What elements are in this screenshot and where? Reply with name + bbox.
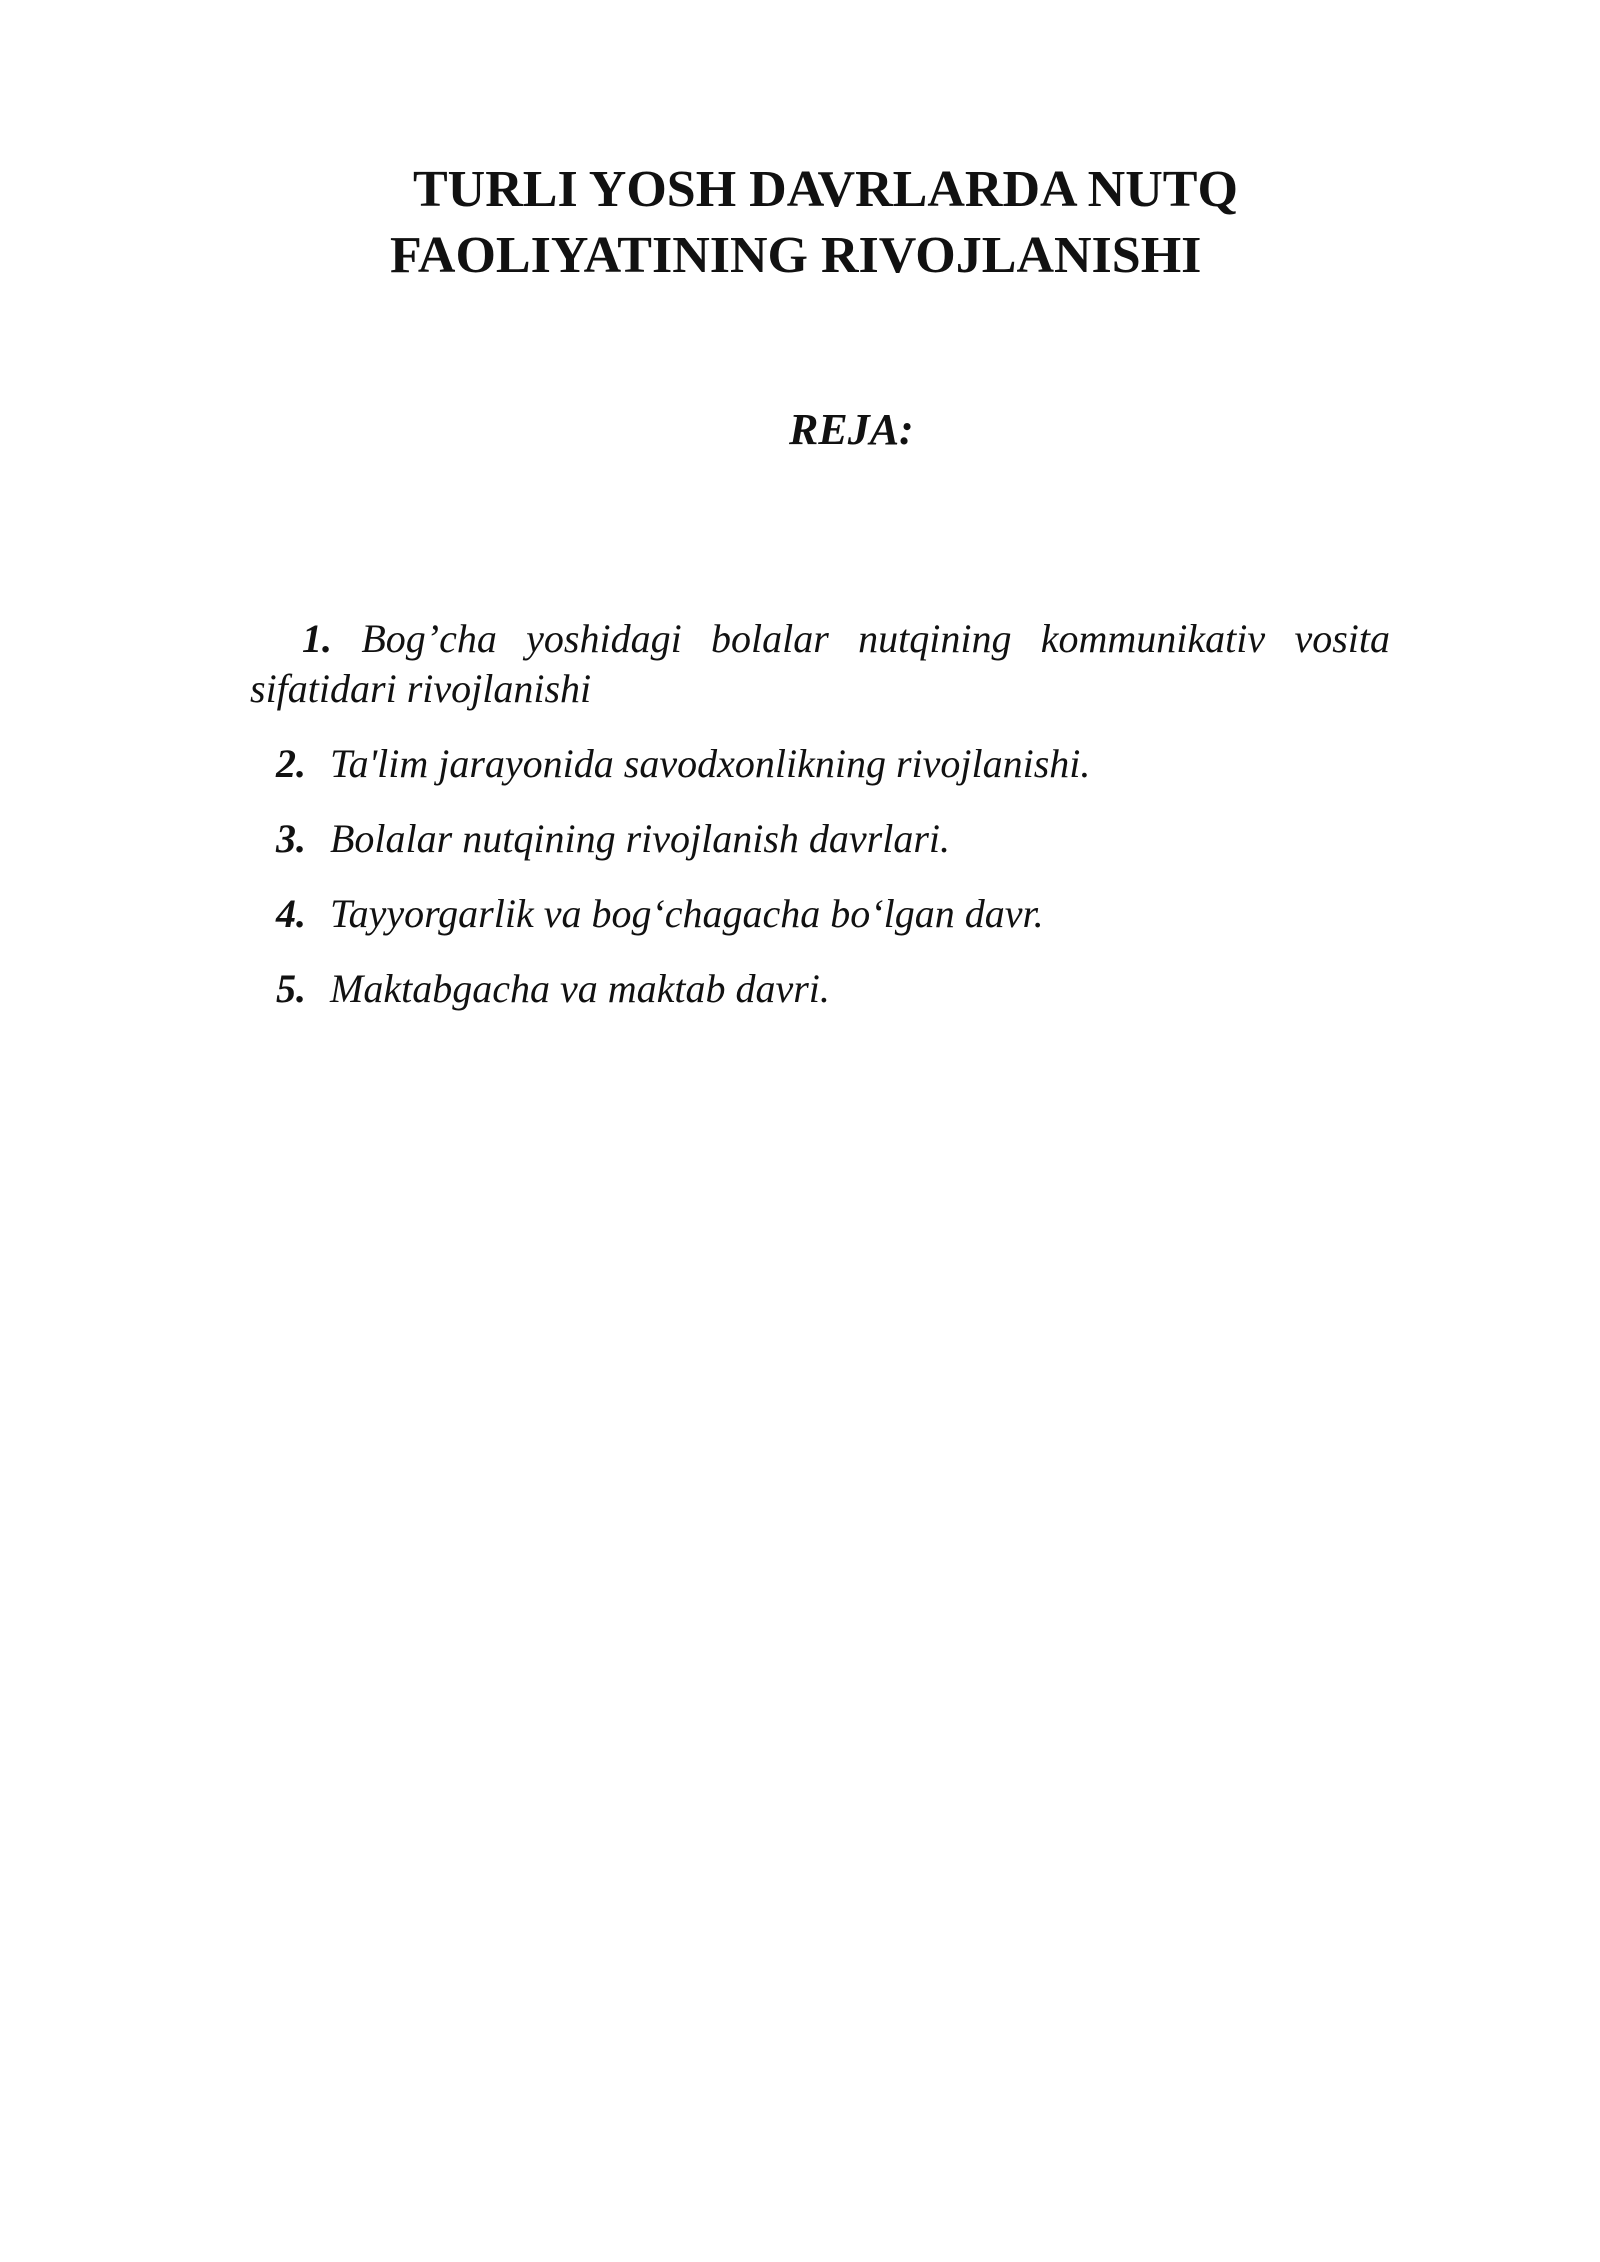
plan-item-1 — [250, 614, 1390, 714]
plan-item-3 — [250, 814, 1390, 864]
document-title-line-1: TURLI YOSH DAVRLARDA NUTQ — [413, 161, 1238, 218]
plan-item-text: Tayyorgarlik va bog‘chagacha bo‘lgan davr. — [330, 891, 1044, 936]
plan-item-number: 3. — [276, 816, 306, 861]
plan-item-number: 1. — [302, 616, 332, 661]
plan-item-number: 2. — [276, 741, 306, 786]
plan-heading: REJA: — [789, 405, 914, 454]
document-title-line-2: FAOLIYATINING RIVOJLANISHI — [390, 227, 1202, 284]
plan-item-2 — [250, 739, 1390, 789]
plan-item-4 — [250, 889, 1390, 939]
plan-list — [250, 614, 1390, 1039]
plan-item-text: Bolalar nutqining rivojlanish davrlari. — [330, 816, 951, 861]
plan-item-number: 5. — [276, 966, 306, 1011]
plan-item-number: 4. — [276, 891, 306, 936]
plan-item-text: Maktabgacha va maktab davri. — [330, 966, 830, 1011]
plan-item-text: Bog’cha yoshidagi bolalar nutqining kommunikativ vosita sifatidari rivojlanishi — [250, 616, 1390, 711]
plan-item-text: Ta'lim jarayonida savodxonlikning rivojlanishi. — [330, 741, 1091, 786]
plan-item-5 — [250, 964, 1390, 1014]
